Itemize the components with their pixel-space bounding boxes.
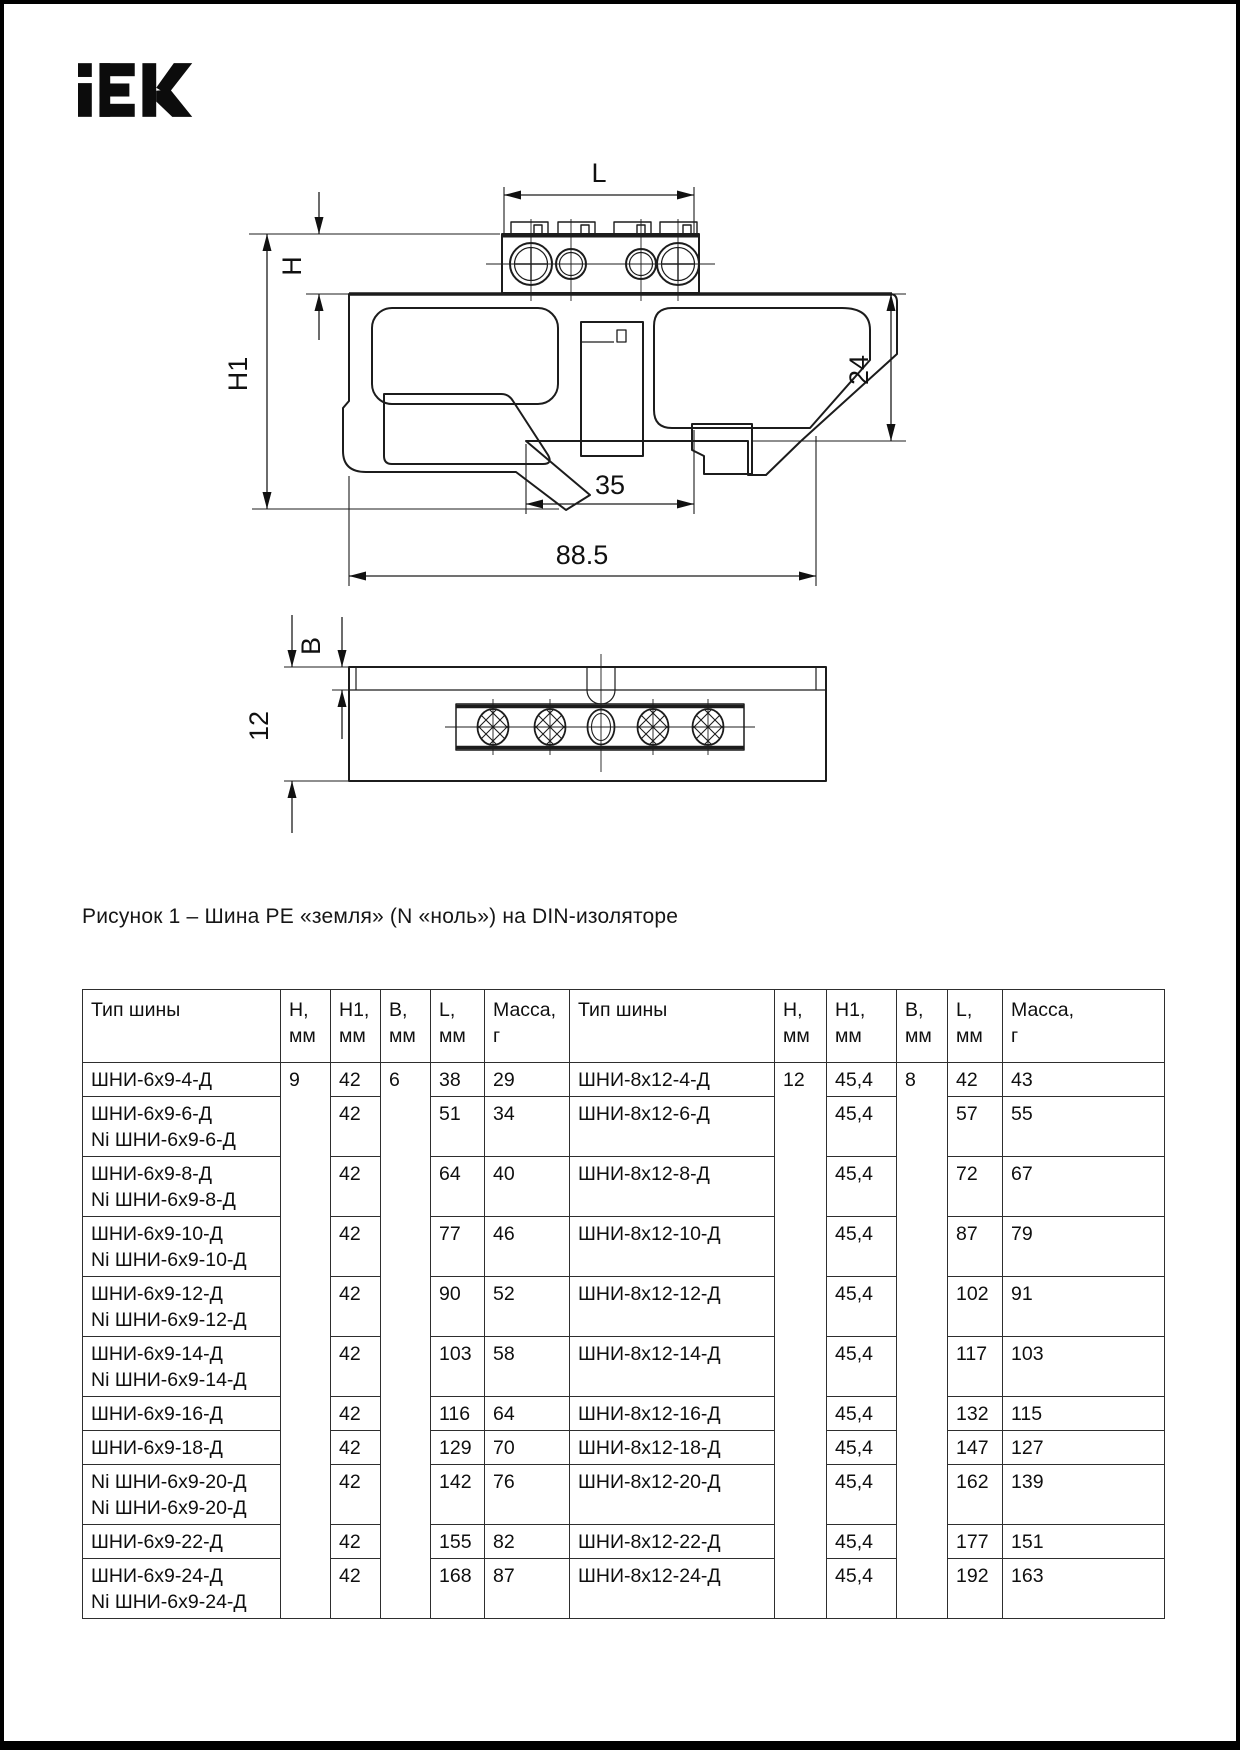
cell-l: 177 [948,1525,1003,1559]
cell-mass: 79 [1003,1217,1165,1277]
cell-l: 64 [431,1157,485,1217]
table-row [83,1525,1165,1559]
table-row [83,1217,1165,1277]
cell-l: 117 [948,1337,1003,1397]
cell-h1: 42 [331,1337,381,1397]
cell-l: 129 [431,1431,485,1465]
svg-text:L: L [591,158,607,188]
cell-mass: 58 [485,1337,570,1397]
svg-text:B: B [296,636,326,656]
type-line: ШНИ-6х9-16-Д [91,1403,223,1425]
cell-mass: 151 [1003,1525,1165,1559]
cell-type [83,1157,281,1217]
cell-h1: 42 [331,1525,381,1559]
type-line: ШНИ-6х9-22-Д [91,1531,223,1553]
cell-h1: 45,4 [827,1063,897,1097]
cell-l: 168 [431,1559,485,1619]
cell-type: ШНИ-8х12-18-Д [570,1431,775,1465]
cell-l: 192 [948,1559,1003,1619]
cell-type: ШНИ-8х12-14-Д [570,1337,775,1397]
cell-b-merged: 8 [897,1063,948,1619]
cell-l: 42 [948,1063,1003,1097]
cell-mass: 46 [485,1217,570,1277]
dimension-88-5 [349,436,816,586]
svg-text:H1: H1 [223,356,253,392]
terminal-block [486,219,715,301]
cell-l: 103 [431,1337,485,1397]
cell-h1: 45,4 [827,1465,897,1525]
col-header-l: L, мм [948,990,1003,1063]
header-row [83,990,1165,1063]
table-row [83,1559,1165,1619]
cell-h1: 42 [331,1559,381,1619]
table-row [83,1097,1165,1157]
svg-text:35: 35 [594,470,626,500]
cell-type [83,1397,281,1431]
cell-h1: 45,4 [827,1217,897,1277]
dimension-H1 [223,234,559,509]
cell-l: 77 [431,1217,485,1277]
cell-type: ШНИ-8х12-24-Д [570,1559,775,1619]
cell-mass: 91 [1003,1277,1165,1337]
cell-type [83,1465,281,1525]
iek-logo [78,56,193,124]
cell-type: ШНИ-8х12-10-Д [570,1217,775,1277]
svg-text:24: 24 [844,354,874,386]
type-line: Ni ШНИ-6х9-8-Д [91,1189,236,1211]
cell-h-merged: 9 [281,1063,331,1619]
cell-h1: 42 [331,1063,381,1097]
cell-mass: 67 [1003,1157,1165,1217]
cell-mass: 29 [485,1063,570,1097]
cell-l: 72 [948,1157,1003,1217]
cell-type [83,1337,281,1397]
cell-l: 90 [431,1277,485,1337]
type-line: Ni ШНИ-6х9-24-Д [91,1591,247,1613]
dimension-35 [526,430,694,514]
cell-l: 155 [431,1525,485,1559]
cell-h1: 45,4 [827,1097,897,1157]
cell-l: 38 [431,1063,485,1097]
table-row [83,1465,1165,1525]
terminal-tabs [511,222,697,234]
spec-table [82,989,1165,1619]
type-line: Ni ШНИ-6х9-6-Д [91,1129,236,1151]
cell-type: ШНИ-8х12-6-Д [570,1097,775,1157]
cell-mass: 103 [1003,1337,1165,1397]
type-line: ШНИ-6х9-10-Д [91,1223,223,1245]
col-header-h: H, мм [775,990,827,1063]
type-line: ШНИ-6х9-6-Д [91,1103,212,1125]
cell-b-merged: 6 [381,1063,431,1619]
type-line: Ni ШНИ-6х9-20-Д [91,1471,247,1493]
cell-l: 51 [431,1097,485,1157]
cell-h1: 42 [331,1217,381,1277]
cell-l: 102 [948,1277,1003,1337]
cell-mass: 127 [1003,1431,1165,1465]
type-line: ШНИ-6х9-18-Д [91,1437,223,1459]
col-header-mass: Масса, г [485,990,570,1063]
cell-h1: 45,4 [827,1397,897,1431]
cell-l: 132 [948,1397,1003,1431]
col-header-type: Тип шины [570,990,775,1063]
cell-l: 162 [948,1465,1003,1525]
cell-type: ШНИ-8х12-16-Д [570,1397,775,1431]
cell-mass: 87 [485,1559,570,1619]
type-line: Ni ШНИ-6х9-10-Д [91,1249,247,1271]
cell-mass: 52 [485,1277,570,1337]
cell-l: 87 [948,1217,1003,1277]
cell-h1: 42 [331,1397,381,1431]
cell-type [83,1559,281,1619]
cell-h1: 42 [331,1097,381,1157]
cell-mass: 70 [485,1431,570,1465]
cell-type: ШНИ-8х12-4-Д [570,1063,775,1097]
col-header-b: B, мм [897,990,948,1063]
type-line: ШНИ-6х9-12-Д [91,1283,223,1305]
cell-l: 116 [431,1397,485,1431]
table-row [83,1431,1165,1465]
dimension-B [296,617,350,739]
technical-drawing [64,144,964,844]
cell-h1: 42 [331,1465,381,1525]
type-line: ШНИ-6х9-24-Д [91,1565,223,1587]
cell-h1: 42 [331,1277,381,1337]
cell-type: ШНИ-8х12-12-Д [570,1277,775,1337]
table-row [83,1277,1165,1337]
cell-l: 142 [431,1465,485,1525]
cell-mass: 64 [485,1397,570,1431]
cell-mass: 82 [485,1525,570,1559]
cell-type [83,1217,281,1277]
type-line: ШНИ-6х9-4-Д [91,1069,212,1091]
cell-h1: 45,4 [827,1277,897,1337]
cell-h1: 45,4 [827,1337,897,1397]
cell-mass: 115 [1003,1397,1165,1431]
cell-type [83,1431,281,1465]
col-header-type: Тип шины [83,990,281,1063]
cell-mass: 55 [1003,1097,1165,1157]
col-header-b: B, мм [381,990,431,1063]
type-line: Ni ШНИ-6х9-12-Д [91,1309,247,1331]
type-line: ШНИ-6х9-14-Д [91,1343,223,1365]
type-line: Ni ШНИ-6х9-14-Д [91,1369,247,1391]
cell-type: ШНИ-8х12-8-Д [570,1157,775,1217]
cell-mass: 34 [485,1097,570,1157]
col-header-l: L, мм [431,990,485,1063]
col-header-h: H, мм [281,990,331,1063]
table-row [83,1063,1165,1097]
cell-type [83,1063,281,1097]
cell-type [83,1525,281,1559]
type-line: Ni ШНИ-6х9-20-Д [91,1497,247,1519]
svg-text:H: H [277,256,307,276]
cell-mass: 43 [1003,1063,1165,1097]
cell-h1: 45,4 [827,1525,897,1559]
cell-h1: 42 [331,1431,381,1465]
cell-h1: 42 [331,1157,381,1217]
table-row [83,1397,1165,1431]
svg-text:88.5: 88.5 [555,540,609,570]
cell-mass: 139 [1003,1465,1165,1525]
cell-type: ШНИ-8х12-20-Д [570,1465,775,1525]
figure-caption: Рисунок 1 – Шина PE «земля» (N «ноль») на DIN-изоляторе [82,905,679,928]
cell-type [83,1097,281,1157]
cell-h-merged: 12 [775,1063,827,1619]
col-header-h1: H1, мм [827,990,897,1063]
cell-type [83,1277,281,1337]
cell-mass: 40 [485,1157,570,1217]
cell-l: 57 [948,1097,1003,1157]
svg-text:12: 12 [244,710,274,742]
table-row [83,1337,1165,1397]
type-line: ШНИ-6х9-8-Д [91,1163,212,1185]
cell-l: 147 [948,1431,1003,1465]
cell-h1: 45,4 [827,1157,897,1217]
col-header-h1: H1, мм [331,990,381,1063]
col-header-mass: Масса, г [1003,990,1165,1063]
top-view [349,654,826,781]
table-row [83,1157,1165,1217]
cell-type: ШНИ-8х12-22-Д [570,1525,775,1559]
cell-h1: 45,4 [827,1559,897,1619]
cell-mass: 163 [1003,1559,1165,1619]
cell-h1: 45,4 [827,1431,897,1465]
cell-mass: 76 [485,1465,570,1525]
